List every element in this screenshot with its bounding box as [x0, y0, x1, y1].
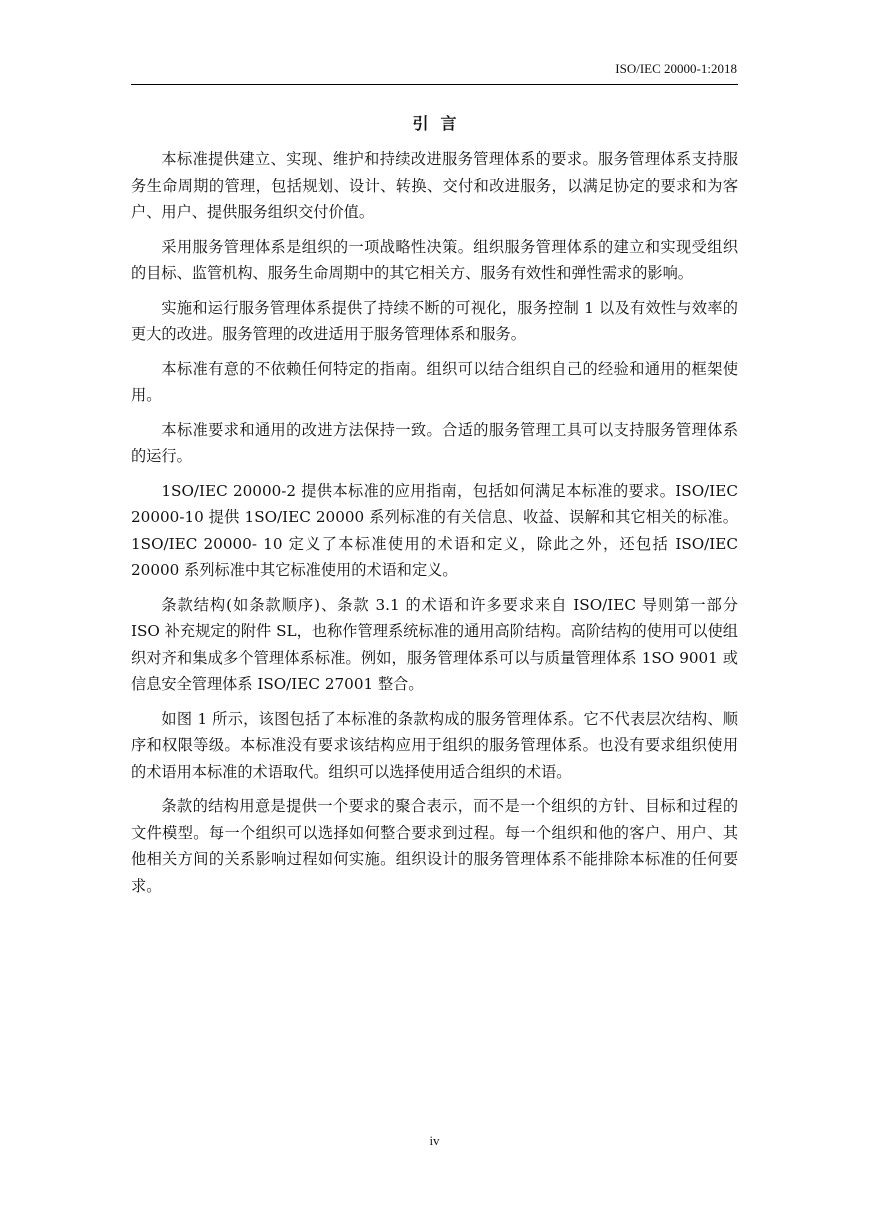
paragraph: 条款结构(如条款顺序)、条款 3.1 的术语和许多要求来自 ISO/IEC 导则第一部分 ISO 补充规定的附件 SL，也称作管理系统标准的通用高阶结构。高阶结构的使用可以使组织对齐和集成多个管理体系标准。例如，服务管理体系可以与质量管理体系 1SO 9001 或信息安全管理体系 ISO/IEC 27001 整合。 — [131, 595, 738, 693]
header-rule — [131, 84, 738, 85]
paragraph: 1SO/IEC 20000-2 提供本标准的应用指南，包括如何满足本标准的要求。ISO/IEC 20000-10 提供 1SO/IEC 20000 系列标准的有关信息、收益、误解和其它相关的标准。1SO/IEC 20000- 10 定义了本标准使用的术语和定义，除此之外，还包括 ISO/IEC 20000 系列标准中其它标准使用的术语和定义。 — [131, 481, 738, 579]
page-title: 引言 — [412, 114, 469, 133]
paragraph: 条款的结构用意是提供一个要求的聚合表示，而不是一个组织的方针、目标和过程的文件模型。每一个组织可以选择如何整合要求到过程。每一个组织和他的客户、用户、其他相关方间的关系影响过程如何实施。组织设计的服务管理体系不能排除本标准的任何要求。 — [131, 797, 738, 895]
paragraph: 采用服务管理体系是组织的一项战略性决策。组织服务管理体系的建立和实现受组织的目标、监管机构、服务生命周期中的其它相关方、服务有效性和弹性需求的影响。 — [131, 237, 738, 282]
document-id: ISO/IEC 20000-1:2018 — [615, 61, 737, 76]
paragraph: 本标准提供建立、实现、维护和持续改进服务管理体系的要求。服务管理体系支持服务生命周期的管理，包括规划、设计、转换、交付和改进服务，以满足协定的要求和为客户、用户、提供服务组织交付价值。 — [131, 150, 738, 221]
page-number: iv — [429, 1133, 440, 1148]
paragraph: 如图 1 所示，该图包括了本标准的条款构成的服务管理体系。它不代表层次结构、顺序和权限等级。本标准没有要求该结构应用于组织的服务管理体系。也没有要求组织使用的术语用本标准的术语取代。组织可以选择使用适合组织的术语。 — [131, 709, 738, 781]
body-text — [131, 146, 738, 907]
paragraph: 实施和运行服务管理体系提供了持续不断的可视化，服务控制 1 以及有效性与效率的更大的改进。服务管理的改进适用于服务管理体系和服务。 — [131, 298, 738, 343]
paragraph: 本标准有意的不依赖任何特定的指南。组织可以结合组织自己的经验和通用的框架使用。 — [131, 359, 738, 404]
paragraph: 本标准要求和通用的改进方法保持一致。合适的服务管理工具可以支持服务管理体系的运行。 — [131, 420, 738, 465]
